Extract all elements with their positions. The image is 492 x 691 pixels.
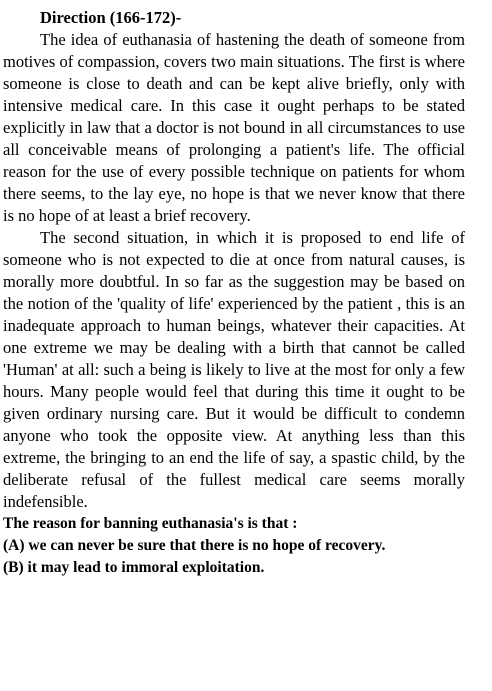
passage-paragraph-2: The second situation, in which it is proposed to end life of someone who is not expected to die at once from natural causes, is morally more doubtful. In so far as the suggestion may be based on the notion of the 'quality of life' experienced by the patient , this is an inadequate approach to human beings, whatever their capacities. At one extreme we may be dealing with a birth that cannot be called 'Human' at all: such a being is likely to live at the most for only a few hours. Many people would feel that during this time it ought to be given ordinary nursing care. But it would be difficult to condemn anyone who took the opposite view. At anything less than this extreme, the bringing to an end the life of say, a spastic child, by the deliberate refusal of the fullest medical care seems morally indefensible. xyxy=(3,228,465,511)
option-b: (B) it may lead to immoral exploitation. xyxy=(3,559,265,576)
passage-paragraph-1: The idea of euthanasia of hastening the death of someone from motives of compassion, covers two main situations. The first is where someone is close to death and can be kept alive briefly, only with intensive medical care. In this case it ought perhaps to be stated explicitly in law that a doctor is not bound in all circumstances to use all conceivable means of prolonging a patient's life. The official reason for the use of every possible technique on patients for whom there seems, to the lay eye, no hope is that we never know that there is no hope of at least a brief recovery. xyxy=(3,30,465,225)
direction-heading: Direction (166-172)- xyxy=(40,8,182,27)
question-text: The reason for banning euthanasia's is that : xyxy=(3,515,298,532)
option-a: (A) we can never be sure that there is no hope of recovery. xyxy=(3,537,386,554)
document-page xyxy=(3,7,465,579)
